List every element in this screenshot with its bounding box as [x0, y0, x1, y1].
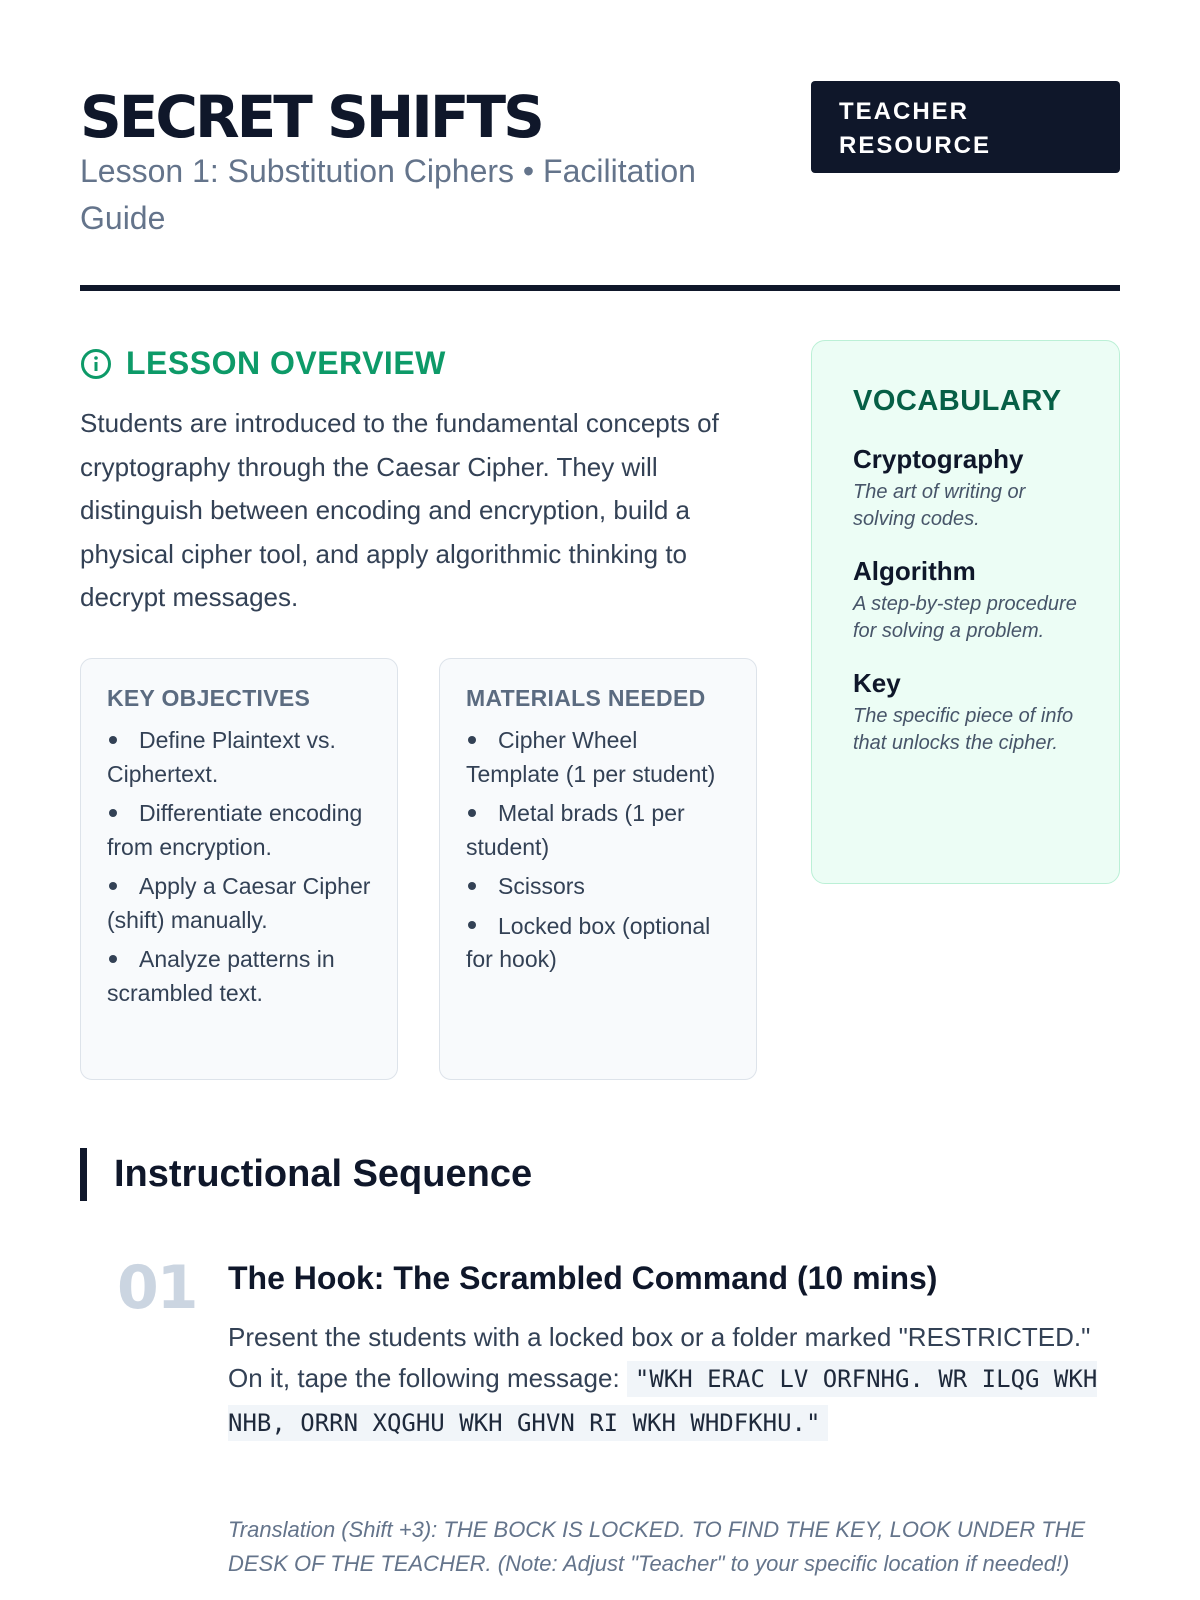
materials-needed-card: [439, 658, 757, 1080]
step-body-text: Present the students with a locked box or a folder marked "RESTRICTED." On it, tape the following message:: [228, 1322, 1091, 1393]
term-name: Algorithm: [853, 556, 976, 586]
bullet-icon: [109, 736, 117, 744]
vocabulary-panel: [811, 340, 1120, 884]
vocab-term: [853, 556, 1078, 644]
lesson-overview-label: LESSON OVERVIEW: [126, 345, 446, 381]
badge-line-2: RESOURCE: [839, 132, 992, 159]
list-item: [466, 870, 730, 904]
material-text: Scissors: [498, 873, 585, 899]
list-item: [107, 724, 371, 791]
document-subtitle: Lesson 1: Substitution Ciphers • Facilitation Guide: [80, 153, 696, 236]
vocab-term: [853, 444, 1078, 532]
badge-line-1: TEACHER: [839, 98, 970, 125]
list-item: [107, 870, 371, 937]
instructional-sequence-heading: Instructional Sequence: [80, 1148, 532, 1201]
key-objectives-list: [107, 724, 371, 1010]
list-item: [466, 910, 730, 977]
objective-text: Apply a Caesar Cipher (shift) manually.: [107, 873, 371, 933]
lesson-overview-heading: [80, 345, 446, 382]
materials-needed-title: MATERIALS NEEDED: [466, 685, 706, 711]
bullet-icon: [468, 809, 476, 817]
ciphertext-message: "WKH ERAC LV ORFNHG. WR ILQG WKH NHB, ORRN XQGHU WKH GHVN RI WKH WHDFKHU.": [228, 1361, 1097, 1441]
material-text: Locked box (optional for hook): [466, 912, 711, 972]
key-objectives-title: KEY OBJECTIVES: [107, 685, 311, 711]
vocab-term: [853, 668, 1078, 756]
term-definition: The art of writing or solving codes.: [853, 481, 1026, 530]
objective-text: Differentiate encoding from encryption.: [107, 800, 363, 860]
bullet-icon: [109, 955, 117, 963]
list-item: [107, 797, 371, 864]
document-header: [80, 80, 1120, 291]
bullet-icon: [109, 809, 117, 817]
teacher-resource-badge: [811, 81, 1120, 173]
term-name: Key: [853, 668, 901, 698]
list-item: [107, 943, 371, 1010]
info-circle-icon: [80, 348, 112, 380]
term-name: Cryptography: [853, 444, 1024, 474]
document-title: SECRET SHIFTS: [80, 83, 542, 151]
vocabulary-title: VOCABULARY: [853, 385, 1062, 417]
bullet-icon: [468, 921, 476, 929]
bullet-icon: [468, 736, 476, 744]
bullet-icon: [109, 882, 117, 890]
translation-note: Translation (Shift +3): THE BOCK IS LOCKED. TO FIND THE KEY, LOOK UNDER THE DESK OF THE TEACHER. (Note: Adjust "Teacher" to your specific location if needed!): [228, 1517, 1086, 1576]
material-text: Cipher Wheel Template (1 per student): [466, 727, 716, 787]
material-text: Metal brads (1 per student): [466, 800, 685, 860]
list-item: [466, 724, 730, 791]
key-objectives-card: [80, 658, 398, 1080]
step-number: 01: [117, 1253, 197, 1323]
step-body: [228, 1317, 1120, 1445]
list-item: [466, 797, 730, 864]
materials-list: [466, 724, 730, 977]
objective-text: Define Plaintext vs. Ciphertext.: [107, 727, 336, 787]
objective-text: Analyze patterns in scrambled text.: [107, 946, 335, 1006]
bullet-icon: [468, 882, 476, 890]
step-title: The Hook: The Scrambled Command (10 mins): [228, 1260, 938, 1296]
term-definition: A step-by-step procedure for solving a problem.: [853, 593, 1077, 642]
term-definition: The specific piece of info that unlocks the cipher.: [853, 705, 1074, 754]
lesson-overview-text: Students are introduced to the fundamental concepts of cryptography through the Caesar Cipher. They will distinguish between encoding and encryption, build a physical cipher tool, and apply algorithmic thinking to decrypt messages.: [80, 408, 719, 612]
facilitation-guide-page: [80, 0, 1120, 1600]
